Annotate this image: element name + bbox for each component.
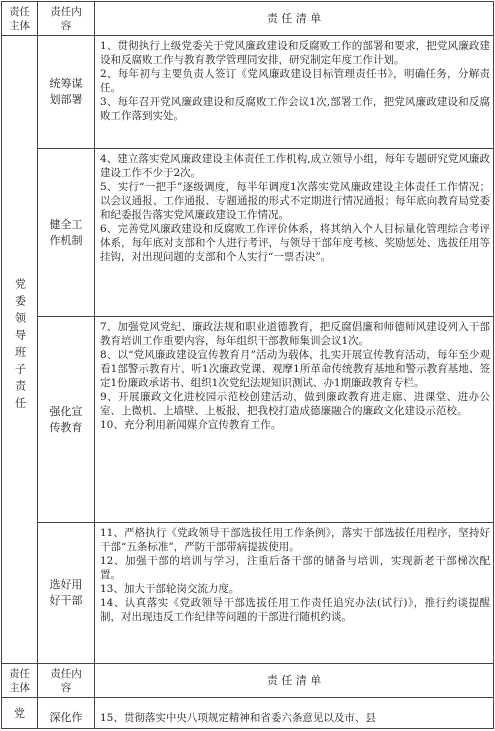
list-item: 1、贯彻执行上级党委关于党风廉政建设和反腐败工作的部署和要求，把党风廉政建设和反腐败工作与教育教学管理同安排，研究制定年度工作计划。 (100, 40, 490, 66)
section-name-line2: 作机制 (49, 233, 83, 247)
list-item: 13、加大干部轮岗交流力度。 (100, 583, 240, 595)
list-item: 14、认真落实《党政领导干部选拔任用工作责任追究办法(试行)》，推行约谈提醒制，对出现违反工作纪律等问题的干部进行随机约谈。 (100, 597, 490, 623)
section-items-cell (95, 149, 494, 317)
section-name-cell (38, 36, 95, 149)
list-item: 2、每年初与主要负责人签订《党风廉政建设目标管理责任书》，明确任务，分解责任。 (100, 68, 490, 94)
section-name-line1: 健全工 (49, 217, 83, 231)
list-item: 5、实行“一把手”逐级调度，每半年调度1次落实党风廉政建设主体责任工作情况；以会议通报、工作通报、专题通报的形式不定期进行情况通报；每年底向教育局党委和纪委报告落实党风廉政建设工作情况。 (100, 181, 490, 221)
header-content-cell (38, 2, 95, 36)
list-item: 7、加强党风党纪、廉政法规和职业道德教育，把反腐倡廉和师德师风建设列入干部教育培训工作重要内容，每年组织干部教师集训会议1次。 (100, 321, 490, 347)
header-subject-label-line2: 主体 (9, 681, 30, 694)
list-item: 12、加强干部的培训与学习，注重后备干部的储备与培训，实现新老干部梯次配置。 (100, 555, 490, 581)
table-header-row (2, 2, 494, 36)
section-name-line1: 强化宣 (49, 404, 83, 418)
header-list-cell (95, 664, 494, 698)
header-content-label-line1: 责任内 (50, 5, 82, 18)
header-content-label-line2: 容 (60, 19, 72, 32)
header-content-cell (38, 664, 95, 698)
section-row (2, 36, 494, 149)
list-item: 9、开展廉政文化进校园示范校创建活动，做到廉政教育进走廊、进课堂、进办公室、上微机、上墙壁、上板报，把我校打造成德廉融合的廉政文化建设示范校。 (100, 391, 490, 417)
header-subject-label-line1: 责任 (9, 5, 30, 18)
section-name-cell (38, 317, 95, 523)
section-name-cell (38, 523, 95, 664)
partial-row (2, 698, 494, 729)
list-item: 3、每年召开党风廉政建设和反腐败工作会议1次,部署工作，把党风廉政建设和反腐败工作落到实处。 (100, 96, 490, 122)
partial-subject-label: 党 (14, 707, 25, 720)
subject-cell (2, 36, 38, 664)
list-item: 15、贯彻落实中央八项规定精神和省委六条意见以及市、县 (100, 712, 376, 724)
partial-section-name: 深化作 (49, 711, 83, 724)
section-name-line2: 划部署 (49, 93, 83, 106)
section-name-line2: 传教育 (49, 420, 83, 434)
section-row (2, 523, 494, 664)
section-items-cell (95, 317, 494, 523)
section-row (2, 317, 494, 523)
header-subject-label-line1: 责任 (9, 667, 30, 680)
header-content-label-line2: 容 (60, 681, 72, 694)
section-items-cell (95, 36, 494, 149)
partial-subject-cell (2, 698, 38, 729)
header-list-label: 责 任 清 单 (266, 673, 322, 687)
header-list-label: 责 任 清 单 (266, 11, 322, 25)
section-name-cell (38, 149, 95, 317)
header-list-cell (95, 2, 494, 36)
section-row (2, 149, 494, 317)
header-subject-cell (2, 2, 38, 36)
subject-label: 党委领导班子责任 (13, 278, 27, 414)
list-item: 8、以“党风廉政建设宣传教育月”活动为载体，扎实开展宣传教育活动，每年至少观看1部警示教育片、听1次廉政党课、观摩1所革命传统教育基地和警示教育基地、签定1份廉政承诺书、组织1次党纪法规知识测试、办1期廉政教育专栏。 (100, 349, 490, 389)
list-item: 4、建立落实党风廉政建设主体责任工作机构,成立领导小组，每年专题研究党风廉政建设工作不少于2次。 (100, 153, 490, 179)
section-items-cell (95, 523, 494, 664)
table-header-row-repeat (2, 664, 494, 698)
section-name-line1: 统筹谋 (49, 77, 83, 90)
partial-items-cell (95, 698, 494, 729)
section-name-line2: 好干部 (49, 594, 83, 607)
list-item: 6、完善党风廉政建设和反腐败工作评价体系，将其纳入个人目标量化管理综合考评体系，每年底对支部和个人进行考评，与领导干部年度考核、奖励惩处、选拔任用等挂钩，对出现问题的支部和个人实行“一票否决”。 (100, 223, 490, 263)
list-item: 10、充分利用新闻媒介宣传教育工作。 (100, 419, 282, 431)
list-item: 11、严格执行《党政领导干部选拔任用工作条例》，落实干部选拔任用程序，坚持好干部“五条标准”，严防干部带病提拔使用。 (100, 527, 490, 553)
header-subject-label-line2: 主体 (9, 19, 30, 32)
section-name-line1: 选好用 (49, 578, 83, 591)
header-subject-cell (2, 664, 38, 698)
responsibility-table (1, 1, 494, 729)
partial-section-name-cell (38, 698, 95, 729)
header-content-label-line1: 责任内 (50, 667, 82, 680)
